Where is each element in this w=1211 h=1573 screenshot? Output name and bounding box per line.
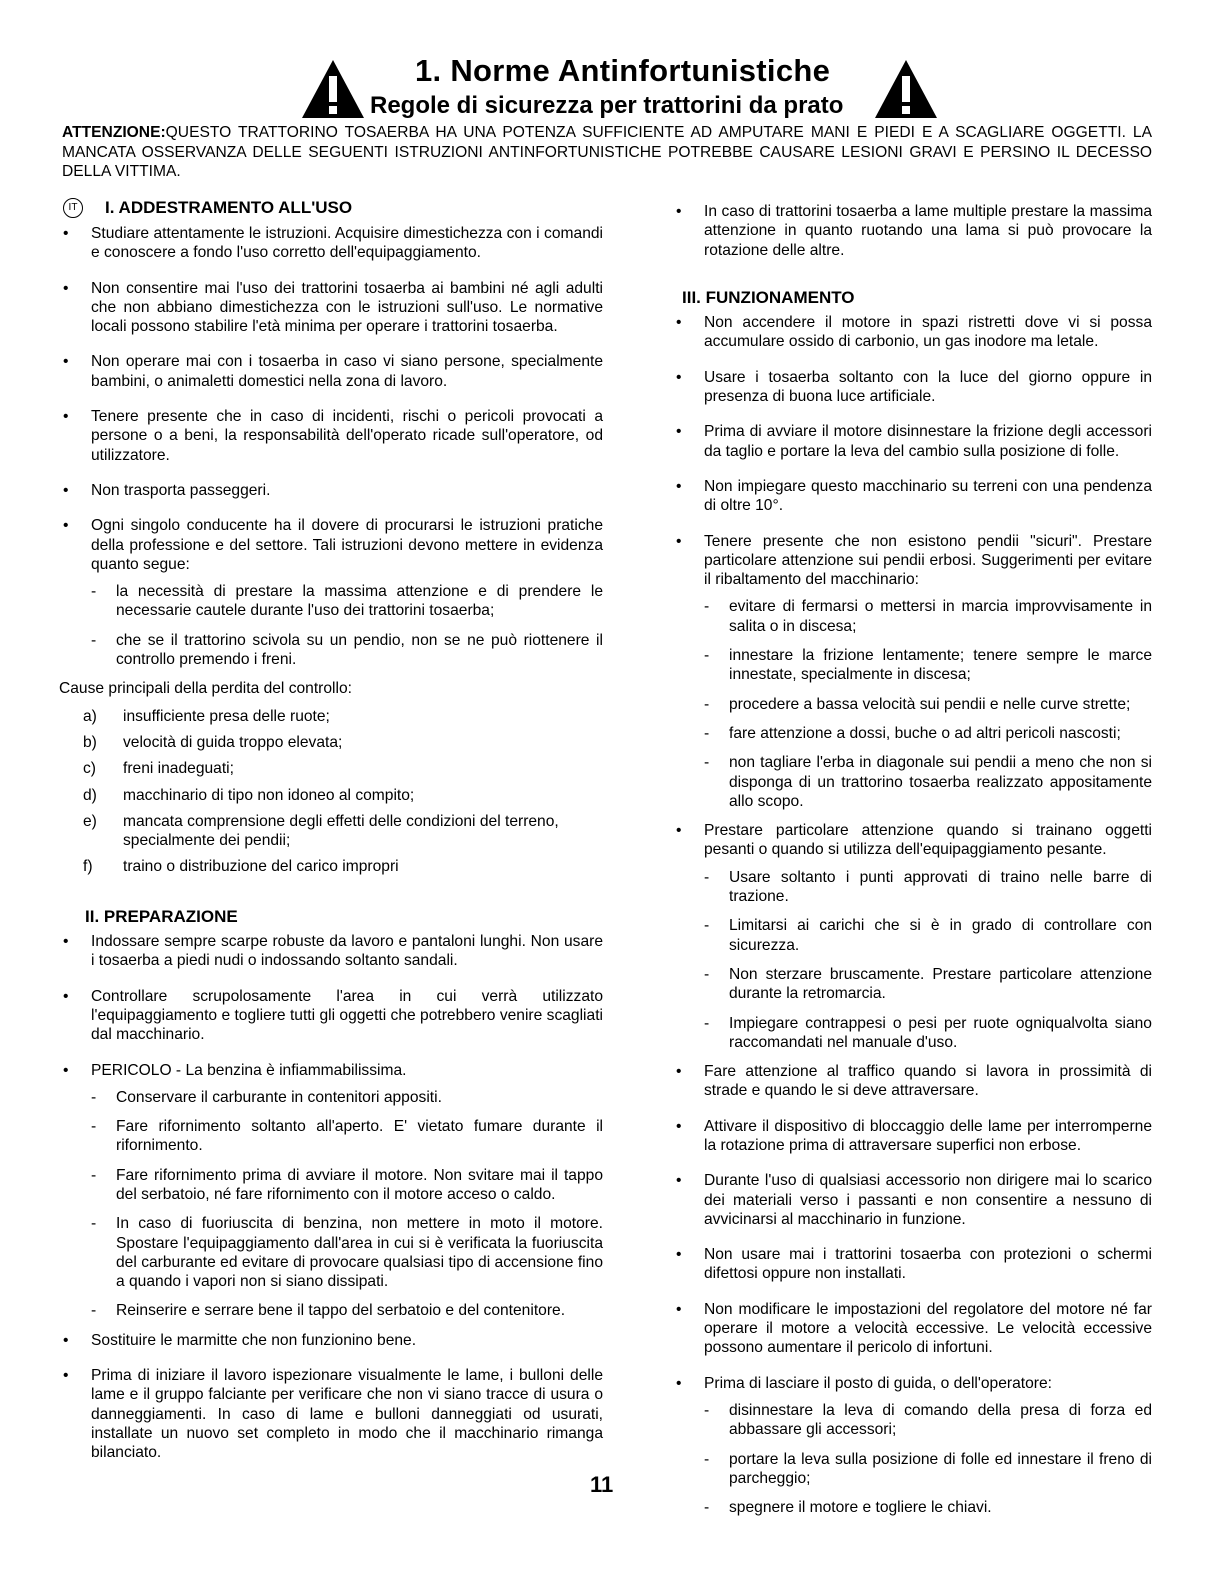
sub-list-item: - non tagliare l'erba in diagonale sui pendii a meno che non si disponga di un trattorino tosaerba realizzato appositamente allo scopo. xyxy=(698,753,1152,811)
cause-item xyxy=(83,812,603,851)
list-item: • Tenere presente che in caso di incidenti, rischi o pericoli provocati a persone o a beni, la responsabilità dell'operato ricade sull'operatore, od utilizzatore. xyxy=(63,407,603,465)
attention-text: QUESTO TRATTORINO TOSAERBA HA UNA POTENZA SUFFICIENTE AD AMPUTARE MANI E PIEDI E A SCAGLIARE OGGETTI. LA MANCATA OSSERVANZA DELLE SEGUENTI ISTRUZIONI ANTINFORTUNISTICHE POTREBBE CAUSARE LESIONI GRAVI E PERSINO IL DECESSO DELLA VITTIMA. xyxy=(62,124,1152,180)
list-item: • Non trasporta passeggeri. xyxy=(63,481,603,500)
list-item: • Non consentire mai l'uso dei trattorini tosaerba ai bambini né agli adulti che non abbiano dimestichezza con le istruzioni sull'uso. Le normative locali possono stabilire l'età minima per operare i trattorini tosaerba. xyxy=(63,279,603,337)
cause-text: velocità di guida troppo elevata; xyxy=(123,733,343,751)
list-item: • Prima di avviare il motore disinnestare la frizione degli accessori da taglio e portare la leva del cambio sulla posizione di folle. xyxy=(676,422,1152,461)
right-column xyxy=(676,202,1152,1527)
list-item: • Non accendere il motore in spazi ristretti dove vi si possa accumulare ossido di carbonio, un gas inodore ma letale. xyxy=(676,313,1152,352)
list-item: • Durante l'uso di qualsiasi accessorio non dirigere mai lo scarico dei materiali verso i passanti e non consentire a nessuno di avvicinarsi al macchinario in funzione. xyxy=(676,1171,1152,1229)
list-item: • Attivare il dispositivo di bloccaggio delle lame per interromperne la rotazione prima di attraversare superfici non erbose. xyxy=(676,1117,1152,1156)
list-item: • Prestare particolare attenzione quando si trainano oggetti pesanti o quando si utilizza dell'equipaggiamento pesante. xyxy=(676,821,1152,860)
list-item: • Prima di iniziare il lavoro ispezionare visualmente le lame, i bulloni delle lame e il gruppo falciante per verificare che non vi siano tracce di usura o danneggiamenti. In caso di lame e bulloni danneggiati od usurati, installate un nuovo set completo in modo che il macchinario rimanga bilanciato. xyxy=(63,1366,603,1462)
cause-item xyxy=(83,857,603,876)
page-title: 1. Norme Antinfortunistiche xyxy=(415,53,831,88)
sub-list-item: - la necessità di prestare la massima attenzione e di prendere le necessarie cautele durante l'uso dei trattorini tosaerba; xyxy=(85,582,603,621)
language-badge: IT xyxy=(63,198,83,218)
cause-item xyxy=(83,707,603,726)
list-item: • In caso di trattorini tosaerba a lame multiple prestare la massima attenzione in quanto ruotando una lama si può provocare la rotazione delle altre. xyxy=(676,202,1152,260)
section-title: III. FUNZIONAMENTO xyxy=(682,287,855,307)
cause-label: f) xyxy=(83,858,93,876)
list-item: • PERICOLO - La benzina è infiammabilissima. xyxy=(63,1061,603,1080)
list-item: • Non usare mai i trattorini tosaerba con protezioni o schermi difettosi oppure non installati. xyxy=(676,1245,1152,1284)
list-item: • Non modificare le impostazioni del regolatore del motore né far operare il motore a velocità eccessive. Le velocità eccessive possono aumentare il pericolo di infortuni. xyxy=(676,1300,1152,1358)
cause-item xyxy=(83,786,603,805)
attention-label: ATTENZIONE: xyxy=(62,124,166,141)
list-item: • Usare i tosaerba soltanto con la luce del giorno oppure in presenza di buona luce artificiale. xyxy=(676,368,1152,407)
sub-list-item: - innestare la frizione lentamente; tenere sempre le marce innestate, specialmente in discesa; xyxy=(698,646,1152,685)
sub-list-item: - Usare soltanto i punti approvati di traino nelle barre di trazione. xyxy=(698,868,1152,907)
section-heading xyxy=(682,288,1152,307)
sub-list-item: - Impiegare contrappesi o pesi per ruote ogniqualvolta siano raccomandati nel manuale d'uso. xyxy=(698,1014,1152,1053)
cause-label: c) xyxy=(83,760,96,778)
list-item: • Fare attenzione al traffico quando si lavora in prossimità di strade e quando le si deve attraversare. xyxy=(676,1062,1152,1101)
list-item: • Studiare attentamente le istruzioni. Acquisire dimestichezza con i comandi e conoscere a fondo l'uso corretto dell'equipaggiamento. xyxy=(63,224,603,263)
sub-list-item: - Fare rifornimento soltanto all'aperto. E' vietato fumare durante il rifornimento. xyxy=(85,1117,603,1156)
cause-item xyxy=(83,759,603,778)
section-heading xyxy=(63,198,603,218)
sub-list-item: - Reinserire e serrare bene il tappo del serbatoio e del contenitore. xyxy=(85,1301,603,1320)
cause-label: a) xyxy=(83,707,97,725)
left-column xyxy=(59,198,603,1479)
cause-text: mancata comprensione degli effetti delle condizioni del terreno, specialmente dei pendii; xyxy=(123,812,559,850)
page-number: 11 xyxy=(590,1472,614,1497)
cause-text: insufficiente presa delle ruote; xyxy=(123,707,330,725)
section-heading xyxy=(85,907,603,926)
list-item: • Indossare sempre scarpe robuste da lavoro e pantaloni lunghi. Non usare i tosaerba a piedi nudi o indossando soltanto sandali. xyxy=(63,932,603,971)
section-title: I. ADDESTRAMENTO ALL'USO xyxy=(105,198,353,218)
cause-label: d) xyxy=(83,786,97,804)
sub-list-item: - che se il trattorino scivola su un pendio, non se ne può riottenere il controllo premendo i freni. xyxy=(85,631,603,670)
sub-list-item: - In caso di fuoriuscita di benzina, non mettere in moto il motore. Spostare l'equipaggiamento dall'area in cui si è verificata la fuoriuscita del carburante ed evitare di provocare qualsiasi tipo di accensione fino a quando i vapori non si siano dissipati. xyxy=(85,1214,603,1291)
cause-label: b) xyxy=(83,733,97,751)
sub-list-item: - Conservare il carburante in contenitori appositi. xyxy=(85,1088,603,1107)
list-item: • Prima di lasciare il posto di guida, o dell'operatore: xyxy=(676,1374,1152,1393)
cause-label: e) xyxy=(83,812,97,830)
list-item: • Tenere presente che non esistono pendii "sicuri". Prestare particolare attenzione sui pendii erbosi. Suggerimenti per evitare il ribaltamento del macchinario: xyxy=(676,532,1152,590)
causes-intro: Cause principali della perdita del controllo: xyxy=(59,680,352,698)
list-item: • Sostituire le marmitte che non funzionino bene. xyxy=(63,1331,603,1350)
list-item: • Non impiegare questo macchinario su terreni con una pendenza di oltre 10°. xyxy=(676,477,1152,516)
sub-list-item: - Non sterzare bruscamente. Prestare particolare attenzione durante la retromarcia. xyxy=(698,965,1152,1004)
sub-list-item: - fare attenzione a dossi, buche o ad altri pericoli nascosti; xyxy=(698,724,1152,743)
section-title: II. PREPARAZIONE xyxy=(85,906,238,926)
warning-triangle-icon xyxy=(873,58,939,120)
cause-text: macchinario di tipo non idoneo al compito; xyxy=(123,786,415,804)
cause-item xyxy=(83,733,603,752)
cause-text: freni inadeguati; xyxy=(123,760,234,778)
sub-list-item: - evitare di fermarsi o mettersi in marcia improvvisamente in salita o in discesa; xyxy=(698,597,1152,636)
sub-list-item: - disinnestare la leva di comando della presa di forza ed abbassare gli accessori; xyxy=(698,1401,1152,1440)
sub-list-item: - Fare rifornimento prima di avviare il motore. Non svitare mai il tappo del serbatoio, né fare rifornimento con il motore acceso o caldo. xyxy=(85,1166,603,1205)
page-header xyxy=(0,48,1211,128)
cause-text: traino o distribuzione del carico impropri xyxy=(123,858,399,876)
sub-list-item: - portare la leva sulla posizione di folle ed innestare il freno di parcheggio; xyxy=(698,1450,1152,1489)
page-subtitle: Regole di sicurezza per trattorini da prato xyxy=(370,92,844,119)
sub-list-item: - procedere a bassa velocità sui pendii e nelle curve strette; xyxy=(698,695,1152,714)
sub-list-item: - Limitarsi ai carichi che si è in grado di controllare con sicurezza. xyxy=(698,916,1152,955)
list-item: • Controllare scrupolosamente l'area in cui verrà utilizzato l'equipaggiamento e togliere tutti gli oggetti che potrebbero venire scagliati dal macchinario. xyxy=(63,987,603,1045)
sub-list-item: - spegnere il motore e togliere le chiavi. xyxy=(698,1498,1152,1517)
list-item: • Non operare mai con i tosaerba in caso vi siano persone, specialmente bambini, o animaletti domestici nella zona di lavoro. xyxy=(63,352,603,391)
warning-triangle-icon xyxy=(300,58,366,120)
attention-notice xyxy=(62,123,1152,182)
list-item: • Ogni singolo conducente ha il dovere di procurarsi le istruzioni pratiche della professione e del settore. Tali istruzioni devono mettere in evidenza quanto segue: xyxy=(63,516,603,574)
